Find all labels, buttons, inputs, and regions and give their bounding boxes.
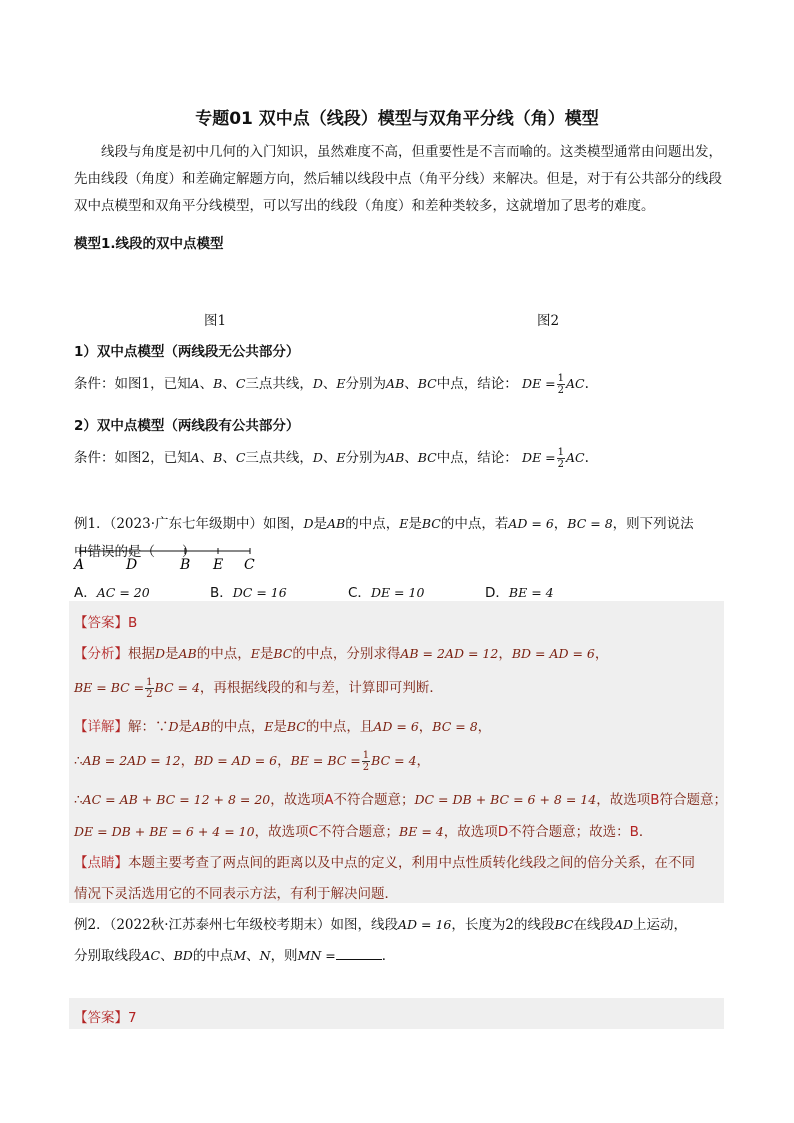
analysis-expr: BE = BC = xyxy=(74,680,145,695)
label-b: B xyxy=(180,557,191,573)
fraction-half: $\frac{1}{2}$ xyxy=(146,677,153,700)
case2-text2: 分别为 xyxy=(345,450,387,466)
case1-heading: 1）双中点模型（两线段无公共部分） xyxy=(74,344,300,360)
analysis-expr: AB = 2AD = 12 xyxy=(400,646,499,661)
analysis-text: 是 xyxy=(259,646,274,662)
point-e: E xyxy=(250,646,260,661)
label-c: C xyxy=(244,557,255,573)
detail-text: 解：∵ xyxy=(128,719,169,735)
option-d-label: D． xyxy=(485,585,509,601)
detail-text: 不符合题意； xyxy=(333,792,415,808)
point-d: D xyxy=(155,646,166,661)
label-d: D xyxy=(126,557,138,573)
detail-expr: BC = 8 xyxy=(432,719,478,734)
point-d: D xyxy=(303,516,314,531)
conclusion-rhs: AC xyxy=(566,450,585,465)
ex2-text: 的线段 xyxy=(513,917,555,933)
detail-text: 是 xyxy=(273,719,287,735)
detail-text: ，故选项 xyxy=(596,792,651,808)
point-b: B xyxy=(213,450,223,465)
option-b-label: B． xyxy=(210,585,233,601)
point-n: N xyxy=(259,948,271,963)
option-c-expr: DE = 10 xyxy=(370,585,425,600)
example2-question-line2 xyxy=(74,944,395,964)
analysis-tag: 【分析】 xyxy=(74,646,128,662)
analysis-text: 是 xyxy=(165,646,179,662)
detail-text: ，故选项 xyxy=(443,824,498,840)
analysis-text: ， xyxy=(594,646,609,662)
therefore-sign: ∴ xyxy=(74,792,83,808)
given-length: 2 xyxy=(505,917,514,933)
detail-expr: DC = DB + BC = 6 + 8 = 14 xyxy=(414,792,597,807)
segment-ab: AB xyxy=(386,450,405,465)
option-d[interactable] xyxy=(485,581,554,601)
ex1-text: 是 xyxy=(313,516,328,532)
option-ref: B xyxy=(650,792,660,808)
case2-text3: 中点，结论： xyxy=(436,450,518,466)
case1-text2: 分别为 xyxy=(345,376,387,392)
answer-tag: 【答案】 xyxy=(74,615,128,631)
detail-text: 的中点，且 xyxy=(305,719,374,735)
detail-text: 不符合题意；故选： xyxy=(508,824,630,840)
segment-ab: AB xyxy=(192,719,211,734)
option-a[interactable] xyxy=(74,581,150,601)
point-b: B xyxy=(213,376,223,391)
comment-tag: 【点睛】 xyxy=(74,855,128,871)
option-b-expr: DC = 16 xyxy=(232,585,287,600)
segment-ad: AD xyxy=(613,917,634,932)
detail-text: ． xyxy=(638,824,653,840)
ex1-text: 是 xyxy=(408,516,422,532)
fraction-half: $\frac{1}{2}$ xyxy=(557,373,565,396)
ex2-text: ． xyxy=(381,948,396,964)
conclusion-lhs: DE = xyxy=(522,450,556,465)
conclusion-rhs: AC xyxy=(566,376,585,391)
point-c: C xyxy=(235,376,246,391)
example2-question xyxy=(74,913,687,933)
segment-bc: BC xyxy=(273,646,293,661)
detail-line4 xyxy=(74,820,652,840)
point-a: A xyxy=(190,376,200,391)
case1-prefix: 条件：如图1，已知 xyxy=(74,376,191,392)
example1-question: 例1．（2023·广东七年级期中）如图，D是AB的中点，E是BC的中点，若AD = 6，BC = 8，则下列说法 xyxy=(74,516,694,532)
answer-value: B xyxy=(128,615,138,631)
option-c[interactable] xyxy=(348,581,424,601)
analysis-text: 的中点， xyxy=(196,646,251,662)
mn-expr: MN = xyxy=(297,948,336,963)
ex2-text: 、 xyxy=(160,948,174,964)
segment-ab: AB xyxy=(327,516,346,531)
page-title: 专题01 双中点（线段）模型与双角平分线（角）模型 xyxy=(195,109,599,129)
option-a-label: A． xyxy=(74,585,97,601)
segment-ac: AC xyxy=(141,948,161,963)
answer-blank[interactable] xyxy=(336,947,382,960)
analysis-line2 xyxy=(74,676,443,700)
answer-line xyxy=(74,611,137,631)
detail-expr: BE = 4 xyxy=(399,824,444,839)
ex2-text: ，长度为 xyxy=(451,917,506,933)
ex2-prefix: 例2．（2022秋·江苏泰州七年级校考期末）如图，线段 xyxy=(74,917,398,933)
detail-expr: AC = AB + BC = 12 + 8 = 20 xyxy=(82,792,271,807)
ex2-text: 上运动， xyxy=(633,917,688,933)
point-e: E xyxy=(336,376,346,391)
analysis-text: 的中点，分别求得 xyxy=(292,646,401,662)
comment-text: 本题主要考查了两点间的距离以及中点的定义，利用中点性质转化线段之间的倍分关系，在不同 xyxy=(128,855,695,871)
case2-text: 三点共线， xyxy=(245,450,313,466)
comment-line1 xyxy=(74,851,695,871)
figure2-label: 图2 xyxy=(537,313,560,329)
analysis-text: ，再根据线段的和与差，计算即可判断． xyxy=(199,680,443,696)
segment-bc: BC xyxy=(417,450,437,465)
point-d: D xyxy=(312,450,323,465)
detail-text: ，故选项 xyxy=(254,824,309,840)
case2-heading: 2）双中点模型（两线段有公共部分） xyxy=(74,418,300,434)
option-d-expr: BE = 4 xyxy=(508,585,554,600)
detail-expr: DE = DB + BE = 6 + 4 = 10 xyxy=(74,824,255,839)
case1-text: 三点共线， xyxy=(245,376,313,392)
conclusion-lhs: DE = xyxy=(522,376,556,391)
model1-heading: 模型1.线段的双中点模型 xyxy=(74,236,224,252)
detail-expr: BD = AD = 6 xyxy=(194,753,278,768)
analysis-text: 根据 xyxy=(128,646,155,662)
detail-text: 符合题意； xyxy=(659,792,727,808)
detail-text: 不符合题意； xyxy=(318,824,400,840)
option-b[interactable] xyxy=(210,581,287,601)
segment-bc: BC xyxy=(554,917,574,932)
detail-expr: AB = 2AD = 12 xyxy=(82,753,181,768)
ex2-text: 分别取线段 xyxy=(74,948,142,964)
answer-tag: 【答案】 xyxy=(74,1010,128,1026)
point-e: E xyxy=(336,450,346,465)
detail-line2 xyxy=(74,749,430,773)
intro-paragraph: 线段与角度是初中几何的入门知识，虽然难度不高，但重要性是不言而喻的。这类模型通常由问题出发，先由线段（角度）和差确定解题方向，然后辅以线段中点（角平分线）来解决。但是，对于有公共部分的线段双中点模型和双角平分线模型，可以写出的线段（角度）和差种类较多，这就增加了思考的难度。 xyxy=(74,144,722,214)
case1-condition: 条件：如图1，已知A、B、C三点共线，D、E分别为AB、BC中点，结论： DE = $\frac{1}{2}$ AC. xyxy=(74,373,589,396)
ex2-text: ，则 xyxy=(270,948,298,964)
given-ad: AD = 6 xyxy=(508,516,554,531)
option-ref: A xyxy=(324,792,334,808)
ex2-text: 的中点 xyxy=(192,948,234,964)
given-bc: BC = 8 xyxy=(567,516,613,531)
fraction-half: $\frac{1}{2}$ xyxy=(362,750,370,773)
figure1-label: 图1 xyxy=(204,313,227,329)
detail-text: ， xyxy=(477,719,492,735)
analysis-line1 xyxy=(74,642,608,662)
point-e: E xyxy=(264,719,274,734)
detail-expr: BC = 4 xyxy=(371,753,417,768)
example1-question-line2: 中错误的是（ ） xyxy=(74,544,196,560)
comment-line2: 情况下灵活选用它的不同表示方法，有利于解决问题． xyxy=(74,886,398,902)
therefore-sign: ∴ xyxy=(74,753,83,769)
option-ref: D xyxy=(497,824,509,840)
segment-diagram xyxy=(70,545,270,575)
point-d: D xyxy=(312,376,323,391)
detail-text: ， xyxy=(416,753,431,769)
ex2-text: 在线段 xyxy=(573,917,614,933)
segment-ab: AB xyxy=(386,376,405,391)
point-c: C xyxy=(235,450,246,465)
segment-ab: AB xyxy=(178,646,197,661)
label-e: E xyxy=(213,557,224,573)
point-m: M xyxy=(233,948,247,963)
case2-prefix: 条件：如图2，已知 xyxy=(74,450,191,466)
detail-text: ，故选项 xyxy=(270,792,325,808)
segment-bc: BC xyxy=(286,719,306,734)
ex1-text: 的中点， xyxy=(345,516,400,532)
ex1-tail: ，则下列说法 xyxy=(612,516,694,532)
segment-bc: BC xyxy=(421,516,441,531)
option-ref: C xyxy=(308,824,319,840)
given-ad: AD = 16 xyxy=(398,917,452,932)
detail-line1 xyxy=(74,715,491,735)
detail-text: ， xyxy=(180,753,195,769)
analysis-expr: BD = AD = 6 xyxy=(511,646,595,661)
detail-expr: BE = BC = xyxy=(290,753,361,768)
option-ref: B xyxy=(629,824,639,840)
detail-tag: 【详解】 xyxy=(74,719,128,735)
case2-condition: 条件：如图2，已知A、B、C三点共线，D、E分别为AB、BC中点，结论： DE = $\frac{1}{2}$ AC. xyxy=(74,447,589,470)
detail-line3 xyxy=(74,788,727,808)
answer2-block xyxy=(69,998,724,1029)
label-a: A xyxy=(74,557,85,573)
answer2-line xyxy=(74,1006,137,1026)
option-c-label: C． xyxy=(348,585,371,601)
answer-value: 7 xyxy=(128,1010,137,1026)
detail-text: ， xyxy=(418,719,433,735)
ex1-text: 的中点，若 xyxy=(440,516,509,532)
point-d: D xyxy=(168,719,179,734)
option-a-expr: AC = 20 xyxy=(96,585,150,600)
detail-text: 是 xyxy=(178,719,193,735)
detail-text: ， xyxy=(277,753,291,769)
ex1-prefix: 例1．（2023·广东七年级期中）如图， xyxy=(74,516,304,532)
analysis-expr: BC = 4 xyxy=(154,680,200,695)
detail-text: 的中点， xyxy=(210,719,265,735)
ex2-text: 、 xyxy=(246,948,260,964)
fraction-half: $\frac{1}{2}$ xyxy=(557,447,565,470)
analysis-text: ， xyxy=(498,646,512,662)
segment-bd: BD xyxy=(173,948,193,963)
case1-text3: 中点，结论： xyxy=(436,376,518,392)
detail-expr: AD = 6 xyxy=(373,719,419,734)
point-e: E xyxy=(399,516,409,531)
segment-bc: BC xyxy=(417,376,437,391)
point-a: A xyxy=(190,450,200,465)
